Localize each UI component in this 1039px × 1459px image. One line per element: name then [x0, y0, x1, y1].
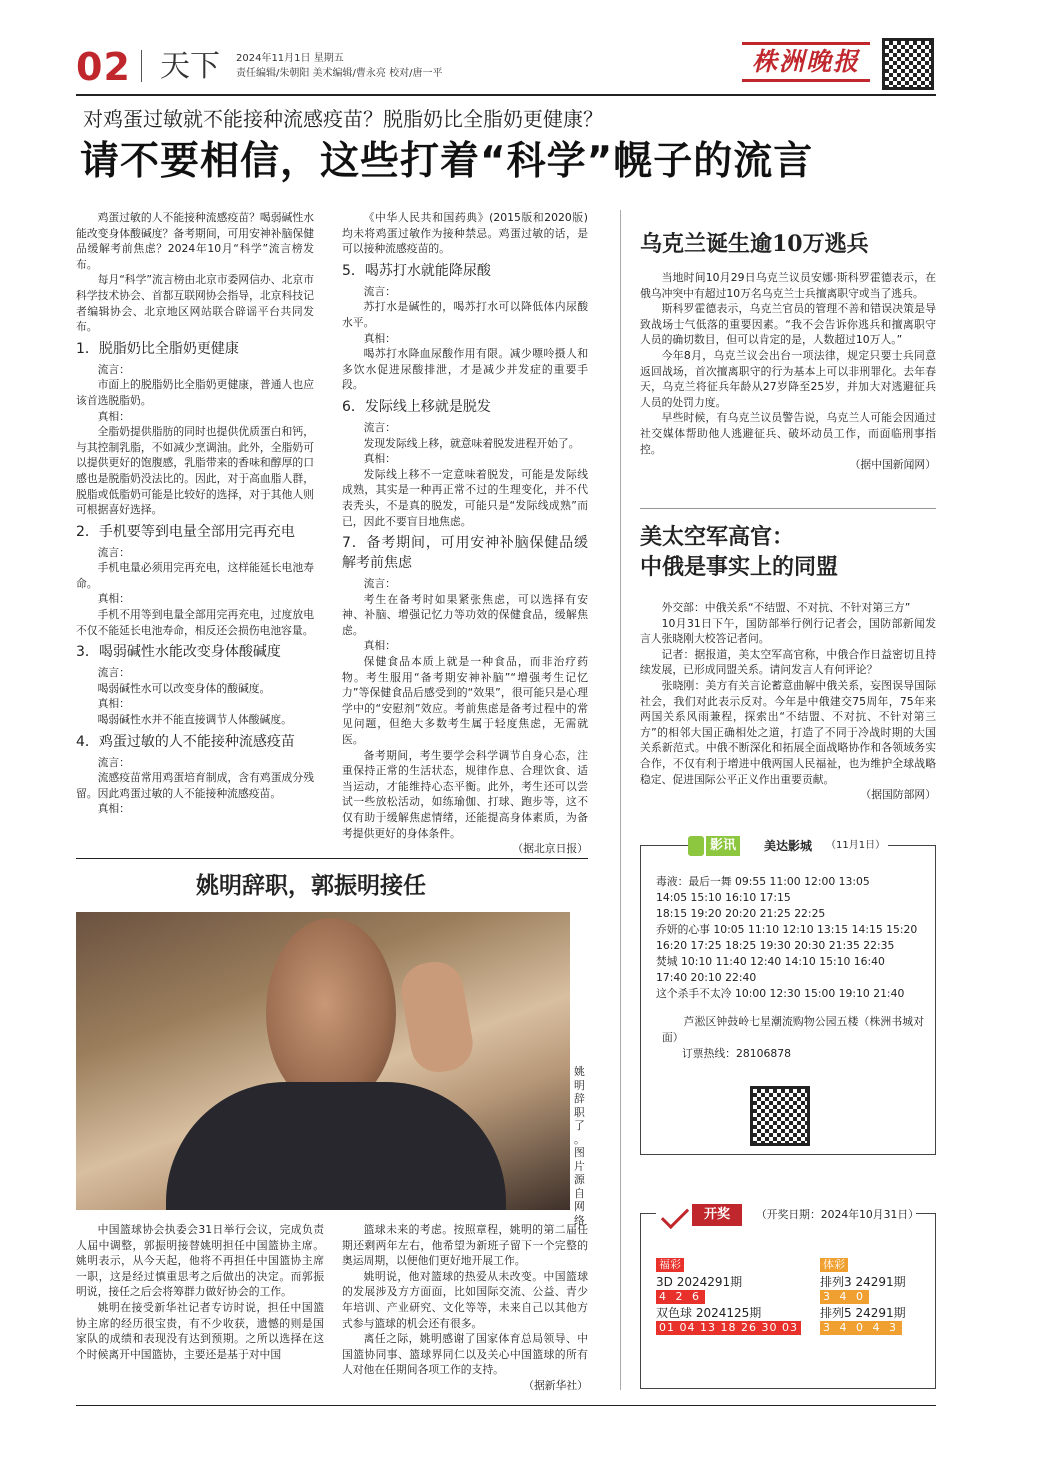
- cinema-address: 芦淞区钟鼓岭七星潮流购物公园五楼（株洲书城对面）: [662, 1015, 924, 1044]
- p5-label: 排列5 24291期: [820, 1306, 906, 1320]
- rumor-column-1: [76, 210, 314, 817]
- rumor-label: 流言：: [363, 420, 396, 434]
- showtime-row: 焚城 10:10 11:40 12:40 14:10 15:10 16:40: [656, 955, 885, 968]
- truth-text: 备考期间，考生要学会科学调节自身心态，注重保持正常的生活状态，规律作息、合理饮食、适当运动，才能维持心态平衡。此外，考生还可以尝试一些放松活动，如练瑜伽、打球、跑步等，这不仅有助于缓解焦虑情绪，还能提高身体素质，为备考提供更好的身体条件。: [342, 748, 588, 840]
- ticai-label: 体彩: [820, 1258, 848, 1272]
- rumor-heading: 5．喝苏打水就能降尿酸: [342, 262, 491, 279]
- yao-paragraph: 姚明说，他对篮球的热爱从未改变。中国篮球的发展涉及方方面面，比如国际交流、公益、青少年培训、产业研究、文化等等，未来自己以其他方式参与篮球的机会还有很多。: [342, 1269, 588, 1330]
- yao-column-1: [76, 1222, 324, 1362]
- newspaper-logo: 株洲晚报: [742, 42, 870, 82]
- ukraine-article: [640, 270, 936, 473]
- rumor-text: 考生在备考时如果紧张焦虑，可以选择有安神、补脑、增强记忆力等功效的保健食品，缓解焦虑。: [342, 592, 588, 637]
- source-credit: （据新华社）: [523, 1378, 588, 1392]
- footer-rule: [76, 1405, 936, 1406]
- rumor-text: 手机电量必须用完再充电，这样能延长电池寿命。: [76, 561, 314, 590]
- ukraine-paragraph: 斯科罗霍德表示，乌克兰官员的管理不善和错误决策是导致战场士气低落的重要因素。“我不会告诉你逃兵和擅离职守人员的确切数目，但可以肯定的是，人数超过10万人。”: [640, 302, 936, 347]
- source-credit: （据中国新闻网）: [849, 458, 936, 472]
- ssq-numbers: 01 04 13 18 26 30 03: [656, 1321, 801, 1335]
- yao-paragraph: 篮球未来的考虑。按照章程，姚明的第二届任期还剩两年左右，他希望为新班子留下一个完整的奥运周期，以便他们更好地开展工作。: [342, 1223, 588, 1268]
- rumor-heading: 7．备考期间，可用安神补脑保健品缓解考前焦虑: [342, 535, 588, 572]
- cinema-title-bar: [688, 836, 888, 858]
- article-headline: 请不要相信，这些打着“科学”幌子的流言: [80, 139, 814, 184]
- truth-text: 保健食品本质上就是一种食品，而非治疗药物。考生服用“备考期安神补脑”“增强考生记忆力”等保健食品后感受到的“效果”，很可能只是心理学中的“安慰剂”效应。考前焦虑是备考过程中的常见问题，但绝大多数考生属于轻度焦虑，无需就医。: [342, 655, 588, 747]
- column-divider: [620, 210, 621, 1390]
- yao-paragraph: 姚明在接受新华社记者专访时说，担任中国篮协主席的经历很宝贵，有不少收获，遗憾的则是国家队的成绩和表现没有达到预期。之所以选择在这个时候离开中国篮协，主要还是基于对中国: [76, 1300, 324, 1361]
- showtime-row: 这个杀手不太冷 10:00 12:30 15:00 19:10 21:40: [656, 987, 905, 1000]
- film-icon: [688, 836, 704, 856]
- showtime-list: [656, 874, 928, 1002]
- section-rule: [640, 508, 936, 509]
- rumor-heading: 6．发际线上移就是脱发: [342, 398, 491, 415]
- cinema-name: 美达影城: [764, 839, 813, 853]
- photo-suit: [166, 1082, 506, 1210]
- lottery-title-bar: [656, 1204, 919, 1226]
- showtime-row: 毒液：最后一舞 09:55 11:00 12:00 13:05: [656, 875, 870, 888]
- usmil-paragraph: 10月31日下午，国防部举行例行记者会，国防部新闻发言人张晓刚大校答记者问。: [640, 616, 936, 646]
- rumor-heading: 4．鸡蛋过敏的人不能接种流感疫苗: [76, 733, 295, 750]
- rumor-label: 流言：: [97, 362, 130, 376]
- truth-label: 真相：: [97, 592, 130, 606]
- p3-label: 排列3 24291期: [820, 1275, 906, 1289]
- truth-text: 手机不用等到电量全部用完再充电，过度放电不仅不能延长电池寿命，相反还会损伤电池容量。: [76, 608, 314, 637]
- cinema-hotline: 订票热线：28106878: [682, 1047, 791, 1060]
- rumor-label: 流言：: [363, 577, 396, 591]
- yao-paragraph: 离任之际，姚明感谢了国家体育总局领导、中国篮协同事、篮球界同仁以及关心中国篮球的所有人对他在任期间各项工作的支持。: [342, 1332, 588, 1377]
- rumor-text: 流感疫苗常用鸡蛋培育制成，含有鸡蛋成分残留。因此鸡蛋过敏的人不能接种流感疫苗。: [76, 771, 314, 800]
- issue-date: 2024年11月1日 星期五: [236, 53, 344, 64]
- truth-text: 全脂奶提供脂肪的同时也提供优质蛋白和钙，与其控制乳脂，不如减少烹调油。此外，全脂奶可以提供更好的饱腹感，乳脂带来的香味和醇厚的口感也是脱脂奶没法比的。因此，对于高血脂人群，脱脂或低脂奶可能是比较好的选择，对于其他人则可根据喜好选择。: [76, 425, 314, 517]
- yao-column-2: [342, 1222, 588, 1394]
- rumor-label: 流言：: [97, 545, 130, 559]
- truth-label: 真相：: [363, 331, 396, 345]
- section-rule: [76, 858, 588, 859]
- rumor-text: 发现发际线上移，就意味着脱发进程开始了。: [363, 436, 580, 450]
- intro-paragraph: 鸡蛋过敏的人不能接种流感疫苗？喝弱碱性水能改变身体酸碱度？备考期间，可用安神补脑保健品缓解考前焦虑？2024年10月“科学”流言榜发布。: [76, 211, 314, 271]
- editors-line: 责任编辑/朱朝阳 美术编辑/曹永亮 校对/唐一平: [236, 68, 443, 79]
- showtime-row: 18:15 19:20 20:20 21:25 22:25: [656, 907, 826, 920]
- yao-headline: 姚明辞职，郭振明接任: [196, 872, 426, 899]
- truth-label: 真相：: [97, 409, 130, 423]
- ukraine-paragraph: 今年8月，乌克兰议会出台一项法律，规定只要士兵同意返回战场，首次擅离职守的行为基本上可以非刑罪化。去年春天，乌克兰将征兵年龄从27岁降至25岁，并加大对逃避征兵人员的处罚力度。: [640, 348, 936, 409]
- usmil-lead: 外交部：中俄关系“不结盟、不对抗、不针对第三方”: [661, 601, 911, 614]
- usmil-paragraph: 张晓刚：美方有关言论蓄意曲解中俄关系，妄图误导国际社会，我们对此表示反对。今年是中俄建交75周年，75年来两国关系风雨兼程，探索出“不结盟、不对抗、不针对第三方”的相邻大国正确相处之道，打造了不同于冷战时期的大国关系新范式。中俄不断深化和拓展全面战略协作和各领域务实合作，不仅有利于增进中俄两国人民福祉，也为维护全球战略稳定、促进国际公平正义作出重要贡献。: [640, 678, 936, 786]
- p5-numbers: 3 4 0 4 3: [820, 1321, 902, 1335]
- usmil-article: [640, 600, 936, 803]
- intro-paragraph: 每月“科学”流言榜由北京市委网信办、北京市科学技术协会、首都互联网协会指导，北京科技记者编辑协会、北京地区网站联合辟谣平台共同发布。: [76, 273, 314, 334]
- yao-photo: [76, 912, 570, 1210]
- showtime-row: 17:40 20:10 22:40: [656, 971, 757, 984]
- truth-label: 真相：: [363, 452, 396, 466]
- ukraine-paragraph: 早些时候，有乌克兰议员警告说，乌克兰人可能会因通过社交媒体帮助他人逃避征兵、破坏动员工作，而面临刑事指控。: [640, 411, 936, 456]
- d3-numbers: 4 2 6: [656, 1290, 705, 1304]
- article-subtitle: 对鸡蛋过敏就不能接种流感疫苗？脱脂奶比全脂奶更健康？: [83, 107, 603, 131]
- truth-label: 真相：: [97, 697, 130, 711]
- showtime-row: 16:20 17:25 18:25 19:30 20:30 21:35 22:35: [656, 939, 895, 952]
- p3-numbers: 3 4 0: [820, 1290, 869, 1304]
- truth-text: 喝弱碱性水并不能直接调节人体酸碱度。: [97, 713, 292, 727]
- source-credit: （据北京日报）: [512, 842, 588, 856]
- cinema-badge: 影讯: [706, 836, 740, 856]
- cinema-date: （11月1日）: [826, 840, 886, 851]
- cinema-qr-code: [750, 1086, 810, 1146]
- rumor-heading: 3．喝弱碱性水能改变身体酸碱度: [76, 644, 281, 661]
- usmil-paragraph: 记者：据报道，美太空军高官称，中俄合作日益密切且持续发展，已形成同盟关系。请问发言人有何评论？: [640, 647, 936, 677]
- rumor-label: 流言：: [97, 755, 130, 769]
- rumor-heading: 1．脱脂奶比全脂奶更健康: [76, 340, 239, 357]
- photo-hand: [397, 957, 477, 1076]
- rumor-label: 流言：: [97, 666, 130, 680]
- yao-paragraph: 中国篮球协会执委会31日举行会议，完成负责人届中调整，郭振明接替姚明担任中国篮协主席。姚明表示，从今天起，他将不再担任中国篮协主席一职，这是经过慎重思考之后做出的决定。而郭振明说，接任之后会将筹群力做好协会的工作。: [76, 1223, 324, 1299]
- rumor-heading: 2．手机要等到电量全部用完再充电: [76, 523, 295, 540]
- lottery-date: （开奖日期：2024年10月31日）: [756, 1208, 919, 1221]
- rumor-label: 流言：: [363, 284, 396, 298]
- ssq-label: 双色球 2024125期: [656, 1306, 762, 1320]
- usmil-headline-2: 中俄是事实上的同盟: [640, 554, 839, 580]
- header-rule: [76, 94, 936, 96]
- truth-text: 发际线上移不一定意味着脱发，可能是发际线成熟，其实是一种再正常不过的生理变化，并不代表秃头，不是真的脱发，可能只是“发际线成熟”而已，因此不要盲目地焦虑。: [342, 467, 588, 528]
- truth-text: 喝苏打水降血尿酸作用有限。减少嘌呤摄人和多饮水促进尿酸排泄，才是减少并发症的重要手段。: [342, 347, 588, 392]
- rumor-text: 喝弱碱性水可以改变身体的酸碱度。: [97, 681, 271, 695]
- header-divider: [141, 50, 142, 82]
- lottery-title: 开奖: [692, 1204, 742, 1226]
- rumor-column-2: [342, 210, 588, 857]
- header-qr-code: [882, 38, 934, 90]
- ukraine-headline: 乌克兰诞生逾10万逃兵: [640, 231, 869, 257]
- showtime-row: 乔妍的心事 10:05 11:10 12:10 13:15 14:15 15:20: [656, 923, 918, 936]
- page-number: 02: [76, 45, 131, 89]
- ukraine-paragraph: 当地时间10月29日乌克兰议员安娜·斯科罗霍德表示，在俄乌冲突中有超过10万名乌克兰士兵擅离职守或当了逃兵。: [640, 271, 936, 300]
- section-name: 天下: [160, 49, 220, 84]
- fucai-label: 福彩: [656, 1258, 684, 1272]
- source-credit: （据国防部网）: [860, 788, 936, 802]
- d3-label: 3D 2024291期: [656, 1275, 743, 1289]
- truth-label: 真相：: [97, 802, 130, 816]
- showtime-row: 14:05 15:10 16:10 17:15: [656, 891, 791, 904]
- truth-label: 真相：: [363, 639, 396, 653]
- usmil-headline-1: 美太空军高官：: [640, 524, 795, 550]
- photo-caption: 姚明辞职了。图片源自网络: [574, 1065, 585, 1227]
- check-icon: [661, 1201, 689, 1229]
- rumor-text: 苏打水是碱性的，喝苏打水可以降低体内尿酸水平。: [342, 300, 588, 329]
- rumor-text: 市面上的脱脂奶比全脂奶更健康，普通人也应该首选脱脂奶。: [76, 378, 314, 407]
- truth-text: 《中华人民共和国药典》(2015版和2020版)均未将鸡蛋过敏作为接种禁忌。鸡蛋过敏的话，是可以接种流感疫苗的。: [342, 211, 588, 256]
- photo-face: [266, 918, 396, 1108]
